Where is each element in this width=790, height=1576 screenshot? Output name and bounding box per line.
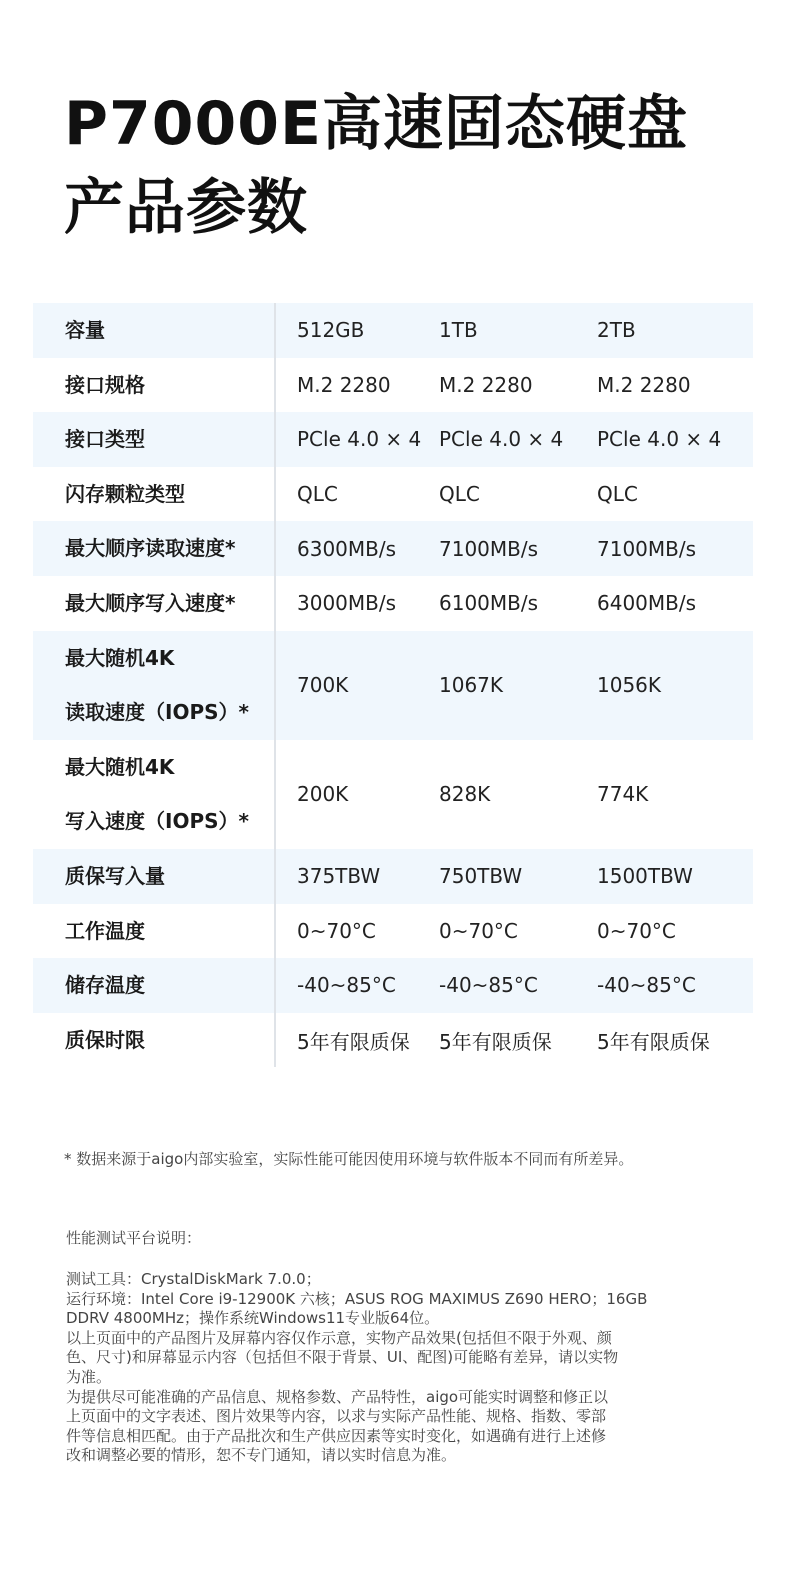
spec-label: 闪存颗粒类型: [65, 481, 185, 506]
spec-label: 质保时限: [65, 1027, 145, 1052]
spec-value: 774K: [597, 782, 649, 807]
spec-row-random-write: [33, 740, 753, 849]
spec-value: 5年有限质保: [597, 1029, 710, 1054]
spec-row-capacity: [33, 303, 753, 358]
spec-label: 接口规格: [65, 372, 145, 397]
spec-value: M.2 2280: [439, 372, 533, 397]
spec-value: 1TB: [439, 318, 478, 343]
spec-label: 工作温度: [65, 918, 145, 943]
spec-row-interface-type: [33, 412, 753, 467]
spec-value: 6300MB/s: [297, 536, 397, 561]
spec-label: 容量: [65, 318, 105, 342]
spec-row-random-read: [33, 631, 753, 740]
spec-value: 6400MB/s: [597, 591, 697, 616]
spec-value: 828K: [439, 782, 491, 807]
spec-value: PCle 4.0 × 4: [439, 427, 564, 452]
spec-value: 5年有限质保: [439, 1029, 552, 1054]
spec-value: 200K: [297, 782, 349, 807]
spec-row-operating-temp: [33, 904, 753, 959]
spec-value: QLC: [297, 482, 338, 507]
spec-label: 最大顺序读取速度*: [65, 536, 236, 561]
spec-value: 6100MB/s: [439, 591, 539, 616]
detail-line: 色、尺寸)和屏幕显示内容（包括但不限于背景、UI、配图)可能略有差异，请以实物: [66, 1348, 619, 1367]
detail-line: 为准。: [66, 1367, 112, 1386]
spec-value: M.2 2280: [597, 372, 691, 397]
spec-value: 5年有限质保: [297, 1029, 410, 1054]
spec-value: 1056K: [597, 673, 662, 698]
spec-row-warranty: [33, 1013, 753, 1068]
spec-table: [33, 303, 753, 1067]
test-platform-heading: 性能测试平台说明：: [66, 1229, 202, 1247]
spec-value: 7100MB/s: [439, 536, 539, 561]
detail-line: 为提供尽可能准确的产品信息、规格参数、产品特性，aigo可能实时调整和修正以: [66, 1387, 609, 1406]
spec-value: M.2 2280: [297, 372, 391, 397]
spec-value: 512GB: [297, 318, 365, 343]
spec-value: 1067K: [439, 673, 504, 698]
spec-value: 0~70°C: [597, 918, 676, 943]
spec-value: 2TB: [597, 318, 636, 343]
column-divider: [274, 303, 276, 1067]
spec-label-line-2: 写入速度（IOPS）*: [65, 809, 249, 834]
spec-value: -40~85°C: [597, 973, 696, 998]
spec-value: 1500TBW: [597, 864, 693, 889]
spec-value: QLC: [439, 482, 480, 507]
detail-line: 改和调整必要的情形，恕不专门通知，请以实时信息为准。: [66, 1446, 457, 1465]
detail-line: 运行环境：Intel Core i9-12900K 六核；ASUS ROG MAXIMUS Z690 HERO；16GB: [66, 1289, 648, 1308]
detail-line: 测试工具：CrystalDiskMark 7.0.0；: [66, 1270, 321, 1288]
spec-label-line-2: 读取速度（IOPS）*: [65, 700, 249, 725]
spec-value: 375TBW: [297, 864, 381, 889]
detail-line: 以上页面中的产品图片及屏幕内容仅作示意，实物产品效果(包括但不限于外观、颜: [66, 1328, 612, 1347]
spec-value: -40~85°C: [439, 973, 538, 998]
spec-value: PCle 4.0 × 4: [597, 427, 722, 452]
spec-value: QLC: [597, 482, 638, 507]
spec-label: 储存温度: [65, 973, 145, 998]
spec-value: 750TBW: [439, 864, 523, 889]
spec-value: 700K: [297, 673, 349, 698]
spec-row-seq-write: [33, 576, 753, 631]
test-platform-details: [66, 1270, 726, 1466]
title-line-2: 产品参数: [64, 173, 308, 243]
spec-value: 0~70°C: [439, 918, 518, 943]
spec-row-flash-type: [33, 467, 753, 522]
spec-label: 接口类型: [65, 427, 145, 452]
spec-label: [33, 631, 275, 740]
spec-label-line-1: 最大随机4K: [65, 645, 175, 670]
spec-row-tbw: [33, 849, 753, 904]
spec-value: PCle 4.0 × 4: [297, 427, 422, 452]
data-source-footnote: * 数据来源于aigo内部实验室，实际性能可能因使用环境与软件版本不同而有所差异。: [64, 1150, 634, 1168]
spec-value: 3000MB/s: [297, 591, 397, 616]
detail-line: 件等信息相匹配。由于产品批次和生产供应因素等实时变化，如遇确有进行上述修: [66, 1426, 607, 1445]
spec-label-line-1: 最大随机4K: [65, 754, 175, 779]
page-title: [64, 82, 688, 250]
detail-line: 上页面中的文字表述、图片效果等内容，以求与实际产品性能、规格、指数、零部: [66, 1407, 607, 1426]
spec-value: 0~70°C: [297, 918, 376, 943]
spec-value: 7100MB/s: [597, 536, 697, 561]
spec-value: -40~85°C: [297, 973, 396, 998]
detail-line: DDRV 4800MHz；操作系统Windows11专业版64位。: [66, 1309, 440, 1328]
spec-label: 最大顺序写入速度*: [65, 590, 236, 615]
spec-label: 质保写入量: [65, 863, 165, 888]
spec-row-seq-read: [33, 521, 753, 576]
spec-row-storage-temp: [33, 958, 753, 1013]
spec-label: [33, 740, 275, 849]
title-line-1: P7000E高速固态硬盘: [64, 89, 688, 159]
spec-row-interface-spec: [33, 358, 753, 413]
